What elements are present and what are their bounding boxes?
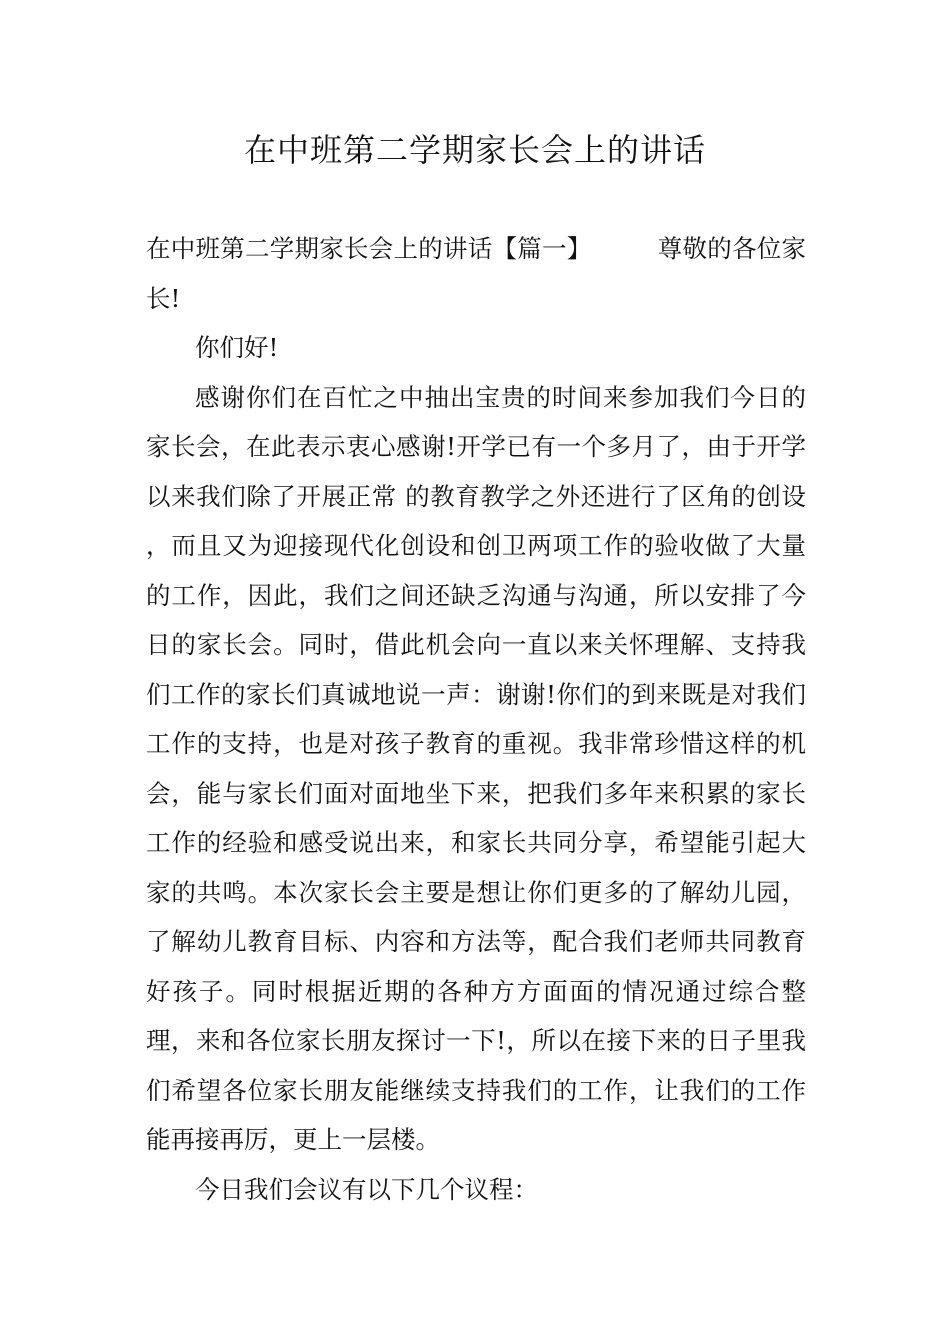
salutation: 尊敬的各位家长! xyxy=(146,234,806,313)
paragraph-greeting: 你们好! xyxy=(195,333,279,362)
heading-line xyxy=(146,224,806,323)
paragraph-main: 感谢你们在百忙之中抽出宝贵的时间来参加我们今日的家长会，在此表示衷心感谢!开学已有一个多月了，由于开学以来我们除了开展正常 的教育教学之外还进行了区角的创设 ，而且又为迎接现代化创设和创卫两项工作的验收做了大量的工作，因此，我们之间还缺乏沟通与沟通，所以安排了今日的家长会。同时，借此机会向一直以来关怀理解、支持我们工作的家长们真诚地说一声：谢谢!你们的到来既是对我们工作的支持，也是对孩子教育的重视。我非常珍惜这样的机会，能与家长们面对面地坐下来，把我们多年来积累的家长工作的经验和感受说出来，和家长共同分享，希望能引起大家的共鸣。本次家长会主要是想让你们更多的了解幼儿园，了解幼儿教育目标、内容和方法等，配合我们老师共同教育好孩子。同时根据近期的各种方方面面的情况通过综合整理，来和各位家长朋友探讨一下!，所以在接下来的日子里我们希望各位家长朋友能继续支持我们的工作，让我们的工作能再接再厉，更上一层楼。 xyxy=(146,382,806,1154)
section-label: 在中班第二学期家长会上的讲话【篇一】 xyxy=(146,234,592,263)
document-title: 在中班第二学期家长会上的讲话 xyxy=(243,131,706,169)
paragraph-agenda: 今日我们会议有以下几个议程： xyxy=(195,1174,538,1204)
document-body xyxy=(146,224,806,1214)
